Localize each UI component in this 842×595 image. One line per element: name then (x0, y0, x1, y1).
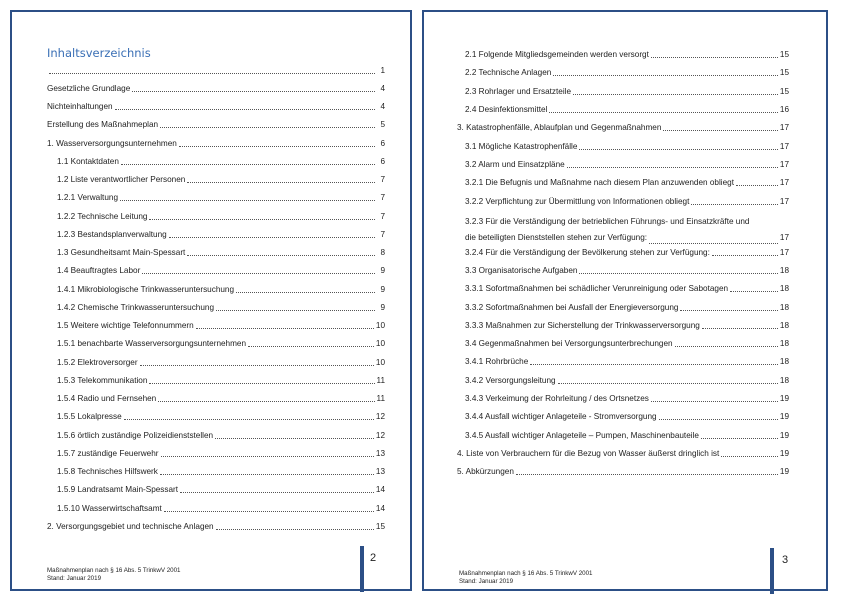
footer-date: Stand: Januar 2019 (459, 578, 514, 585)
page-number: 2 (370, 552, 377, 564)
toc-entry-page: 15 (779, 68, 789, 77)
toc-dot-leader (721, 456, 778, 457)
toc-entry-page: 17 (779, 233, 789, 242)
toc-entry (57, 394, 385, 404)
toc-entry-label: 1.4 Beauftragtes Labor (57, 266, 141, 275)
toc-entry (465, 105, 789, 115)
toc-entry-page: 19 (779, 394, 789, 403)
toc-entry-label: 1.5.7 zuständige Feuerwehr (57, 449, 159, 458)
toc-dot-leader (158, 401, 374, 402)
toc-entry-page: 18 (779, 284, 789, 293)
toc-dot-leader (712, 255, 778, 256)
toc-entry-label: 3.2.1 Die Befugnis und Maßnahme nach diesem Plan anzuwenden obliegt (465, 178, 734, 187)
toc-entry-page: 6 (380, 157, 385, 166)
toc-entry-label: 3.4.3 Verkeimung der Rohrleitung / des Ortsnetzes (465, 394, 649, 403)
toc-entry (465, 431, 789, 441)
toc-entry (465, 214, 789, 246)
toc-entry-page: 7 (380, 175, 385, 184)
toc-entry (465, 357, 789, 367)
toc-entry-page: 15 (779, 50, 789, 59)
toc-dot-leader (702, 328, 778, 329)
toc-dot-leader (736, 185, 778, 186)
toc-entry-page: 6 (380, 139, 385, 148)
toc-entry-label: 1.4.2 Chemische Trinkwasseruntersuchung (57, 303, 215, 312)
document-page-3 (422, 10, 828, 591)
toc-entry-label: 1.5.3 Telekommunikation (57, 376, 148, 385)
toc-entry-label: 1.5.1 benachbarte Wasserversorgungsunternehmen (57, 339, 247, 348)
toc-entry-label: 3.3.3 Maßnahmen zur Sicherstellung der Trinkwasserversorgung (465, 321, 700, 330)
toc-entry (57, 449, 385, 459)
toc-entry (465, 248, 789, 258)
toc-entry (57, 175, 385, 185)
toc-entry-label: 2.4 Desinfektionsmittel (465, 105, 548, 114)
toc-dot-leader (124, 419, 374, 420)
toc-dot-leader (187, 255, 375, 256)
toc-entry-label: 5. Abkürzungen (457, 467, 514, 476)
toc-dot-leader (120, 200, 375, 201)
toc-entry (465, 376, 789, 386)
toc-dot-leader (132, 91, 375, 92)
toc-entry (57, 467, 385, 477)
toc-dot-leader (579, 273, 777, 274)
toc-entry-label: 2.2 Technische Anlagen (465, 68, 552, 77)
toc-entry-label: 2.3 Rohrlager und Ersatzteile (465, 87, 572, 96)
toc-dot-leader (567, 167, 778, 168)
toc-dot-leader (215, 438, 374, 439)
toc-entry (465, 284, 789, 294)
toc-entry-page: 9 (380, 285, 385, 294)
toc-dot-leader (160, 474, 374, 475)
toc-entry-page: 11 (376, 394, 385, 403)
toc-entry (57, 321, 385, 331)
toc-dot-leader (161, 456, 374, 457)
toc-entry (47, 522, 385, 532)
document-page-2 (10, 10, 412, 591)
toc-entry (57, 485, 385, 495)
toc-entry-label: 1.3 Gesundheitsamt Main-Spessart (57, 248, 186, 257)
footer-date: Stand: Januar 2019 (47, 575, 102, 582)
toc-dot-leader (701, 438, 778, 439)
toc-entry-label: 3.4.2 Versorgungsleitung (465, 376, 556, 385)
toc-dot-leader (115, 109, 375, 110)
toc-entry-page: 4 (380, 84, 385, 93)
toc-entry (57, 376, 385, 386)
toc-entry-label: Erstellung des Maßnahmeplan (47, 120, 159, 129)
toc-entry-page: 16 (779, 105, 789, 114)
page-number-bar (360, 546, 364, 592)
toc-entry-page: 17 (779, 197, 789, 206)
toc-dot-leader (179, 146, 375, 147)
toc-entry-label: 1.2.3 Bestandsplanverwaltung (57, 230, 167, 239)
toc-dot-leader (49, 73, 375, 74)
toc-entry-label: 1.2.1 Verwaltung (57, 193, 118, 202)
toc-dot-leader (651, 57, 778, 58)
toc-entry-page: 18 (779, 266, 789, 275)
toc-entry-label: 1.1 Kontaktdaten (57, 157, 119, 166)
toc-entry (465, 394, 789, 404)
toc-entry-label: 3.3.1 Sofortmaßnahmen bei schädlicher Verunreinigung oder Sabotagen (465, 284, 729, 293)
toc-entry-label: 2. Versorgungsgebiet und technische Anlagen (47, 522, 214, 531)
toc-entry-page: 18 (779, 303, 789, 312)
toc-entry-label: 1.5.4 Radio und Fernsehen (57, 394, 157, 403)
toc-entry (465, 178, 789, 188)
toc-entry (57, 504, 385, 514)
toc-entry-page: 19 (779, 467, 789, 476)
page-footer (47, 567, 180, 583)
toc-entry-page: 11 (376, 376, 385, 385)
toc-entry-label: 3.4.1 Rohrbrüche (465, 357, 529, 366)
toc-entry-page: 10 (375, 321, 385, 330)
toc-entry-label: 3.4.4 Ausfall wichtiger Anlageteile - Stromversorgung (465, 412, 657, 421)
toc-entry-page: 15 (375, 522, 385, 531)
toc-entry-page: 17 (779, 142, 789, 151)
toc-entry (47, 84, 385, 94)
toc-dot-leader (196, 328, 374, 329)
toc-entry-label: 1.4.1 Mikrobiologische Trinkwasseruntersuchung (57, 285, 235, 294)
toc-entry-label: 1.5.6 örtlich zuständige Polizeidienststellen (57, 431, 214, 440)
toc-entry (57, 266, 385, 276)
toc-entry-page: 18 (779, 357, 789, 366)
footer-document-name: Maßnahmenplan nach § 16 Abs. 5 TrinkwV 2001 (47, 567, 181, 574)
toc-dot-leader (180, 492, 374, 493)
toc-entry (465, 142, 789, 152)
toc-entry-label: 1.2 Liste verantwortlicher Personen (57, 175, 186, 184)
toc-entry-page: 4 (380, 102, 385, 111)
toc-dot-leader (573, 94, 778, 95)
toc-dot-leader (579, 149, 777, 150)
toc-dot-leader (730, 291, 778, 292)
toc-dot-leader (164, 511, 374, 512)
toc-entry-label: 3.1 Mögliche Katastrophenfälle (465, 142, 578, 151)
toc-entry-page: 1 (380, 66, 385, 75)
toc-title: Inhaltsverzeichnis (47, 46, 151, 60)
toc-dot-leader (169, 237, 375, 238)
toc-entry (57, 248, 385, 258)
toc-dot-leader (216, 529, 374, 530)
toc-entry-page: 17 (779, 178, 789, 187)
toc-dot-leader (248, 346, 374, 347)
toc-entry-page: 9 (380, 303, 385, 312)
toc-entry-page: 12 (375, 412, 385, 421)
toc-dot-leader (160, 127, 375, 128)
toc-entry-page: 19 (779, 431, 789, 440)
toc-entry-page: 18 (779, 376, 789, 385)
toc-entry-label: 3.4.5 Ausfall wichtiger Anlageteile – Pumpen, Maschinenbauteile (465, 431, 699, 440)
toc-entry (57, 230, 385, 240)
toc-entry (47, 102, 385, 112)
toc-dot-leader (187, 182, 375, 183)
toc-entry (57, 157, 385, 167)
toc-dot-leader (530, 364, 778, 365)
toc-entry (457, 449, 789, 459)
toc-entry-label: 3.4 Gegenmaßnahmen bei Versorgungsunterbrechungen (465, 339, 673, 348)
toc-entry (57, 431, 385, 441)
toc-entry-label: 1.2.2 Technische Leitung (57, 212, 148, 221)
toc-entry-label: Gesetzliche Grundlage (47, 84, 131, 93)
toc-entry-page: 17 (779, 248, 789, 257)
toc-dot-leader (680, 310, 777, 311)
toc-entry-label: 3.2 Alarm und Einsatzpläne (465, 160, 565, 169)
toc-entry (57, 358, 385, 368)
toc-entry-page: 5 (380, 120, 385, 129)
toc-entry-page: 17 (779, 160, 789, 169)
toc-dot-leader (149, 383, 374, 384)
toc-entry-label: 3.3.2 Sofortmaßnahmen bei Ausfall der Energieversorgung (465, 303, 679, 312)
page-number: 3 (782, 554, 789, 566)
toc-entry (57, 412, 385, 422)
toc-entry-label: Nichteinhaltungen (47, 102, 113, 111)
toc-dot-leader (216, 310, 375, 311)
toc-entry (457, 467, 789, 477)
toc-entry-page: 8 (380, 248, 385, 257)
toc-entry-page: 13 (375, 467, 385, 476)
toc-entry-label: 1.5.5 Lokalpresse (57, 412, 122, 421)
toc-entry (465, 197, 789, 207)
toc-entry-label: 3.3 Organisatorische Aufgaben (465, 266, 578, 275)
toc-entry-page: 10 (375, 339, 385, 348)
toc-entry (47, 66, 385, 76)
toc-dot-leader (691, 204, 778, 205)
toc-dot-leader (659, 419, 778, 420)
toc-entry-label: 1.5.10 Wasserwirtschaftsamt (57, 504, 162, 513)
toc-dot-leader (649, 243, 778, 244)
toc-entry (465, 50, 789, 60)
toc-entry (465, 303, 789, 313)
toc-entry (57, 193, 385, 203)
toc-entry (57, 303, 385, 313)
toc-entry-label: 3.2.4 Für die Verständigung der Bevölkerung stehen zur Verfügung: (465, 248, 710, 257)
toc-entry-page: 15 (779, 87, 789, 96)
toc-dot-leader (121, 164, 375, 165)
toc-entry-label: 3.2.3 Für die Verständigung der betrieblichen Führungs- und Einsatzkräfte und (465, 217, 750, 226)
toc-entry-label: 3.2.2 Verpflichtung zur Übermittlung von Informationen obliegt (465, 197, 690, 206)
toc-dot-leader (236, 292, 375, 293)
toc-entry-page: 9 (380, 266, 385, 275)
toc-entry-page: 18 (779, 321, 789, 330)
toc-dot-leader (516, 474, 778, 475)
toc-entry-label: 2.1 Folgende Mitgliedsgemeinden werden versorgt (465, 50, 649, 59)
toc-dot-leader (549, 112, 778, 113)
toc-entry-page: 13 (375, 449, 385, 458)
toc-entry-page: 7 (380, 212, 385, 221)
toc-entry-page: 7 (380, 193, 385, 202)
toc-entry (465, 68, 789, 78)
toc-dot-leader (675, 346, 778, 347)
toc-entry (457, 123, 789, 133)
toc-entry-page: 10 (375, 358, 385, 367)
toc-entry-label: 1.5 Weitere wichtige Telefonnummern (57, 321, 194, 330)
toc-entry-page: 17 (779, 123, 789, 132)
toc-entry (465, 339, 789, 349)
toc-entry (465, 160, 789, 170)
page-footer (459, 570, 592, 586)
toc-entry-label: 4. Liste von Verbrauchern für die Bezug von Wasser äußerst dringlich ist (457, 449, 720, 458)
toc-entry-label: 1. Wasserversorgungsunternehmen (47, 139, 177, 148)
toc-entry (465, 266, 789, 276)
footer-document-name: Maßnahmenplan nach § 16 Abs. 5 TrinkwV 2001 (459, 570, 593, 577)
toc-entry (57, 212, 385, 222)
toc-entry (47, 120, 385, 130)
toc-entry (465, 412, 789, 422)
toc-entry (465, 87, 789, 97)
toc-entry-page: 18 (779, 339, 789, 348)
toc-entry-label: 1.5.9 Landratsamt Main-Spessart (57, 485, 179, 494)
toc-dot-leader (140, 365, 374, 366)
page-number-bar (770, 548, 774, 594)
toc-entry (47, 139, 385, 149)
toc-dot-leader (558, 383, 778, 384)
toc-entry-label: 1.5.8 Technisches Hilfswerk (57, 467, 158, 476)
toc-dot-leader (142, 273, 375, 274)
toc-entry-label: 3. Katastrophenfälle, Ablaufplan und Gegenmaßnahmen (457, 123, 662, 132)
toc-dot-leader (149, 219, 375, 220)
toc-entry-label-continued: die beteiligten Dienststellen stehen zur Verfügung: (465, 233, 648, 242)
toc-entry-page: 14 (375, 504, 385, 513)
toc-entry-page: 12 (375, 431, 385, 440)
toc-entry-page: 19 (779, 449, 789, 458)
toc-dot-leader (663, 130, 778, 131)
toc-entry-page: 7 (380, 230, 385, 239)
toc-entry-page: 14 (375, 485, 385, 494)
toc-dot-leader (553, 75, 778, 76)
toc-entry-page: 19 (779, 412, 789, 421)
toc-entry (57, 285, 385, 295)
toc-entry-label: 1.5.2 Elektroversorger (57, 358, 138, 367)
toc-entry (465, 321, 789, 331)
toc-entry (57, 339, 385, 349)
toc-dot-leader (651, 401, 778, 402)
